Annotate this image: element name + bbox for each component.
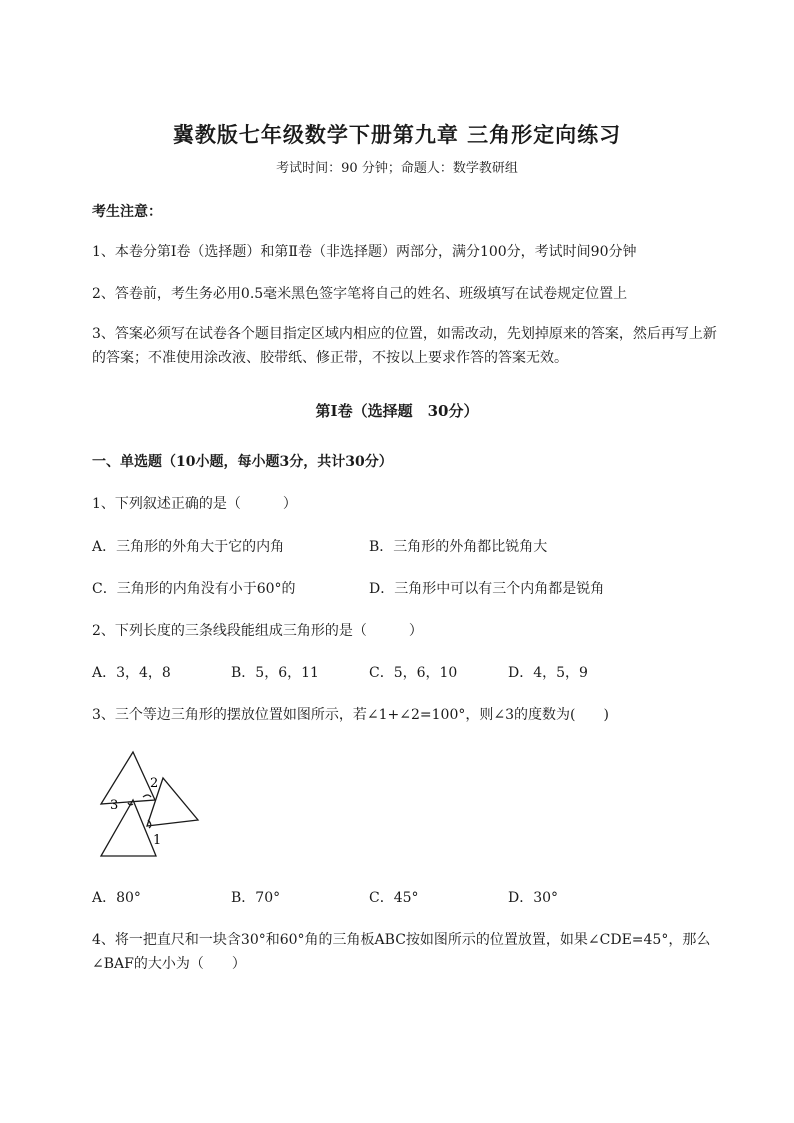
page-title: 冀教版七年级数学下册第九章 三角形定向练习 (172, 122, 622, 147)
part1-heading: 第Ⅰ卷（选择题 30分） (315, 402, 479, 420)
page-subtitle: 考试时间：90 分钟；命题人：数学教研组 (276, 161, 518, 176)
question-2-option-d[interactable]: D．4，5，9 (508, 665, 588, 681)
top-triangle (101, 752, 155, 804)
triangles-figure (95, 748, 205, 860)
question-3-option-a[interactable]: A．80° (92, 890, 141, 906)
question-3-option-c[interactable]: C．45° (369, 890, 419, 906)
notice-item-2: 2、答卷前，考生务必用0.5毫米黑色签字笔将自己的姓名、班级填写在试卷规定位置上 (92, 286, 628, 302)
question-3-option-d[interactable]: D．30° (508, 890, 559, 906)
angle-label-2: 2 (150, 776, 159, 791)
question-1-option-a[interactable]: A．三角形的外角大于它的内角 (92, 539, 285, 555)
section1-heading: 一、单选题（10小题，每小题3分，共计30分） (92, 454, 393, 470)
question-1-stem: 1、下列叙述正确的是（ ） (92, 496, 297, 512)
question-2-option-c[interactable]: C．5，6，10 (369, 665, 458, 681)
question-3-option-b[interactable]: B．70° (231, 890, 281, 906)
angle-label-3: 3 (110, 798, 119, 813)
question-3-stem: 3、三个等边三角形的摆放位置如图所示，若∠1+∠2=100°，则∠3的度数为( ) (92, 707, 609, 723)
question-1-option-b[interactable]: B．三角形的外角都比锐角大 (369, 539, 548, 555)
question-2-option-b[interactable]: B．5，6，11 (231, 665, 319, 681)
angle-label-1: 1 (153, 833, 162, 848)
notice-heading: 考生注意： (92, 204, 162, 220)
notice-item-1: 1、本卷分第Ⅰ卷（选择题）和第Ⅱ卷（非选择题）两部分，满分100分，考试时间90分钟 (92, 244, 637, 260)
question-4-stem: 4、将一把直尺和一块含30°和60°角的三角板ABC按如图所示的位置放置，如果∠CDE=45°，那么∠BAF的大小为（ ） (92, 932, 711, 972)
question-2-stem: 2、下列长度的三条线段能组成三角形的是（ ） (92, 623, 423, 639)
question-2-option-a[interactable]: A．3，4，8 (92, 665, 171, 681)
question-1-option-d[interactable]: D．三角形中可以有三个内角都是锐角 (369, 581, 605, 597)
question-1-option-c[interactable]: C．三角形的内角没有小于60°的 (92, 581, 296, 597)
notice-item-3: 3、答案必须写在试卷各个题目指定区域内相应的位置，如需改动，先划掉原来的答案，然后再写上新的答案；不准使用涂改液、胶带纸、修正带，不按以上要求作答的答案无效。 (92, 326, 717, 366)
